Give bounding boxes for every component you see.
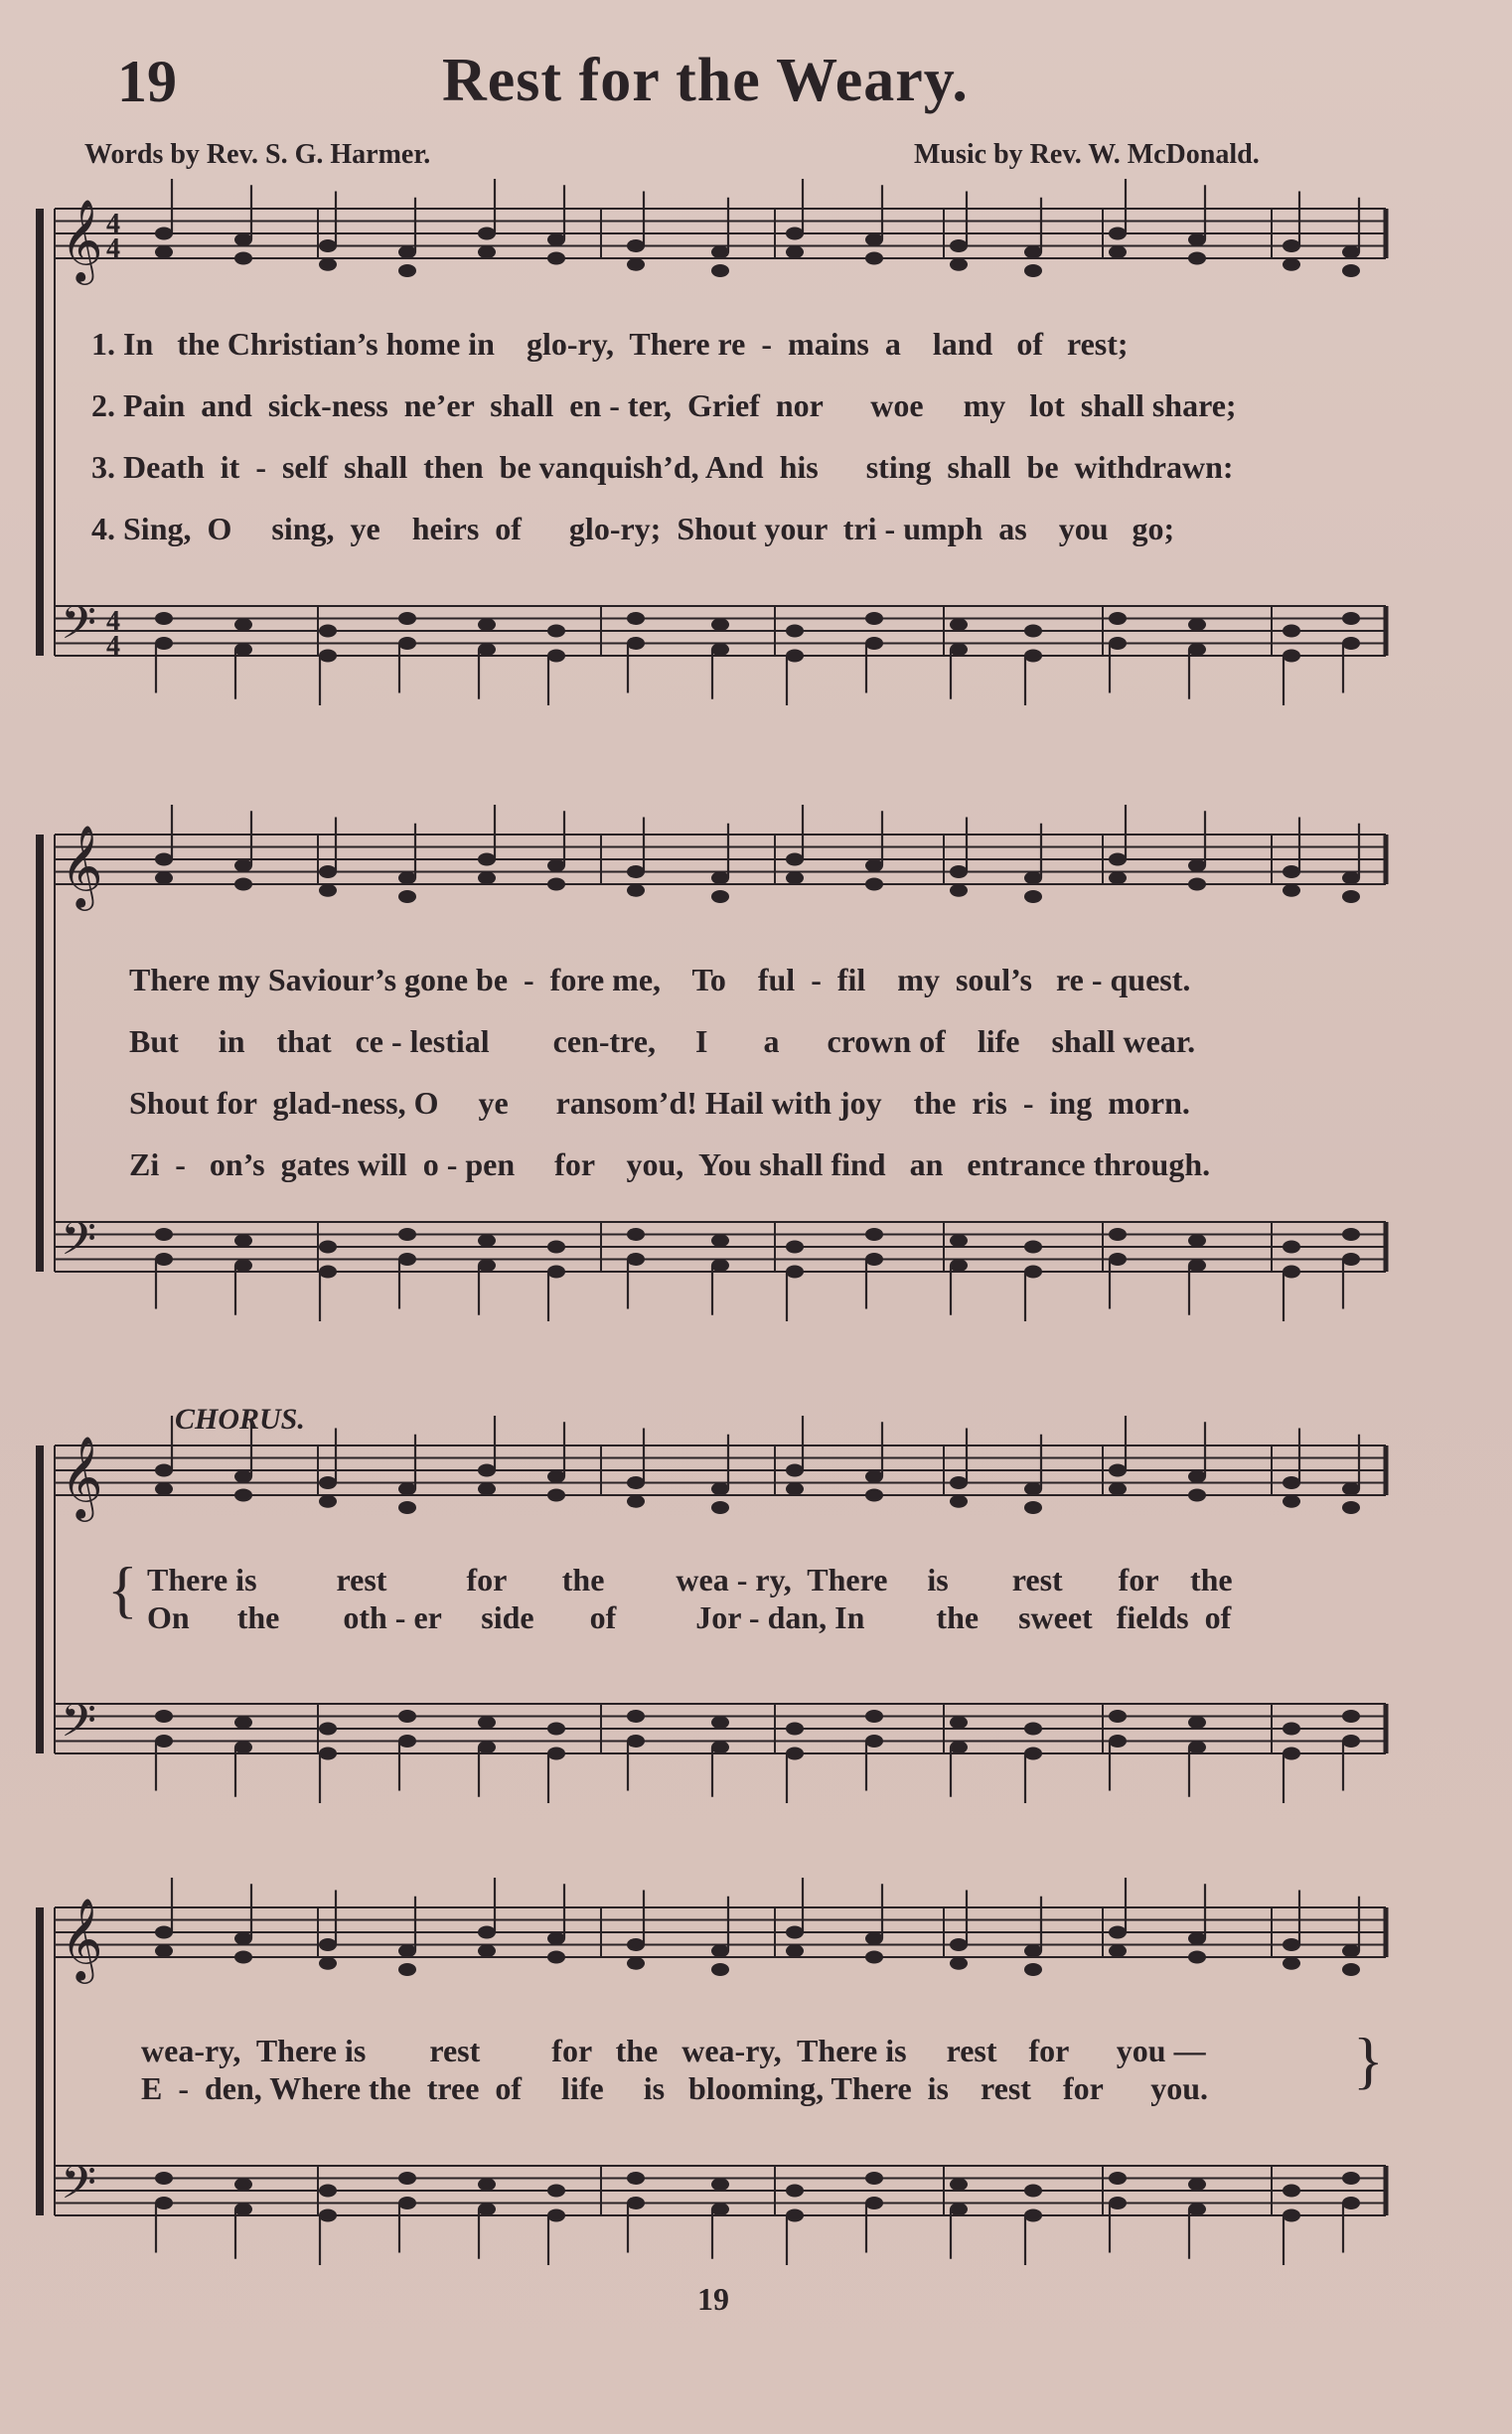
page-number: 19	[697, 2281, 729, 2317]
system-2-staves	[0, 815, 1512, 1351]
verse-brace-icon: {	[107, 1554, 138, 1624]
chorus-lyric-2b: E - den, Where the tree of life is blooming, There is rest for you.	[141, 2070, 1209, 2106]
svg-text:𝄞: 𝄞	[61, 824, 103, 907]
verse-3-line-2: Shout for glad-ness, O ye ransom’d! Hail with joy the ris - ing morn.	[129, 1085, 1190, 1121]
chorus-label: CHORUS.	[175, 1403, 305, 1436]
svg-text:𝄢: 𝄢	[61, 1694, 97, 1759]
svg-text:𝄞: 𝄞	[61, 198, 103, 281]
svg-text:𝄞: 𝄞	[61, 1435, 103, 1518]
music-credit: Music by Rev. W. McDonald.	[914, 139, 1260, 170]
verse-4-line-1: 4. Sing, O sing, ye heirs of glo-ry; Shout your tri - umph as you go;	[91, 511, 1175, 546]
hymn-number: 19	[117, 49, 177, 114]
svg-text:𝄞: 𝄞	[61, 1897, 103, 1980]
verse-3-line-1: 3. Death it - self shall then be vanquish’d, And his sting shall be withdrawn:	[91, 449, 1234, 485]
words-credit: Words by Rev. S. G. Harmer.	[84, 139, 431, 170]
svg-text:4: 4	[106, 209, 120, 239]
verse-2-line-2: But in that ce - lestial cen-tre, I a crown of life shall wear.	[129, 1023, 1196, 1059]
hymn-title: Rest for the Weary.	[442, 47, 969, 114]
svg-text:4: 4	[106, 631, 120, 662]
chorus-lyric-2a: wea-ry, There is rest for the wea-ry, There is rest for you —	[141, 2033, 1206, 2068]
verse-1-line-1: 1. In the Christian’s home in glo-ry, There re - mains a land of rest;	[91, 326, 1129, 362]
verse-1-line-2: There my Saviour’s gone be - fore me, To ful - fil my soul’s re - quest.	[129, 962, 1191, 997]
chorus-lyric-1b: On the oth - er side of Jor - dan, In the sweet fields of	[147, 1599, 1232, 1635]
svg-text:𝄢: 𝄢	[61, 596, 97, 662]
svg-text:𝄢: 𝄢	[61, 1212, 97, 1278]
svg-text:𝄢: 𝄢	[61, 2156, 97, 2221]
chorus-lyric-1a: There is rest for the wea - ry, There is rest for the	[147, 1562, 1233, 1597]
svg-text:4: 4	[106, 606, 120, 637]
svg-text:4: 4	[106, 233, 120, 264]
verse-brace-icon: }	[1353, 2025, 1384, 2095]
verse-2-line-1: 2. Pain and sick-ness ne’er shall en - ter, Grief nor woe my lot shall share;	[91, 387, 1237, 423]
verse-4-line-2: Zi - on’s gates will o - pen for you, You shall find an entrance through.	[129, 1146, 1211, 1182]
